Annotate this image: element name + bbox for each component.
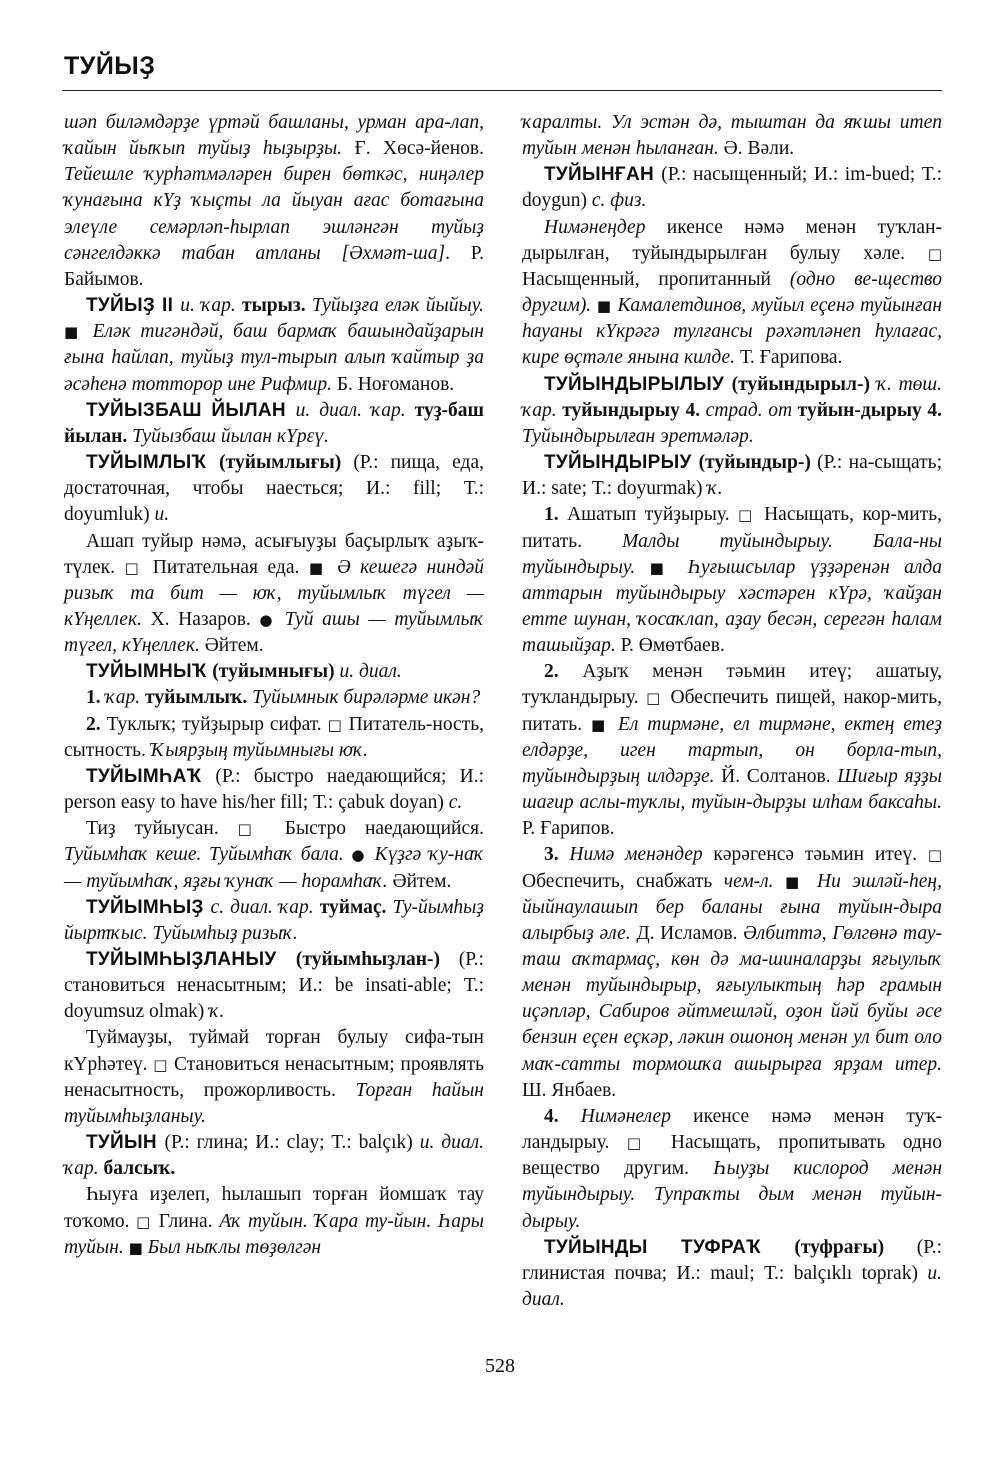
marker-glyph: ■ xyxy=(596,297,618,316)
text-run: Б. Ноғоманов. xyxy=(336,373,455,395)
text-run: Туй ашы — туйымлыҡ түгел, кҮңеллек. xyxy=(64,608,485,657)
text-run: ҡаралты. Ул эстəн дə, тыштан да яҡшы итеп туйын менəн һыланған. xyxy=(522,112,942,160)
text-run: (Р.: становиться ненасытным; И.: be insati-able; Т.: doyumsuz olmak) xyxy=(64,949,484,1023)
dictionary-paragraph xyxy=(64,450,484,528)
marker-glyph: ■ xyxy=(308,558,338,577)
text-run: (туйындыр-) xyxy=(698,452,818,474)
text-run: и. диал. xyxy=(522,1262,942,1311)
dictionary-paragraph xyxy=(522,1104,942,1235)
dictionary-paragraph xyxy=(522,659,942,842)
text-run: Əлбиттə, Гөлгөнə тау-таш аҡтармаç, көн дə ма-шиналарҙы яғыулыҡ менəн туйындырыр, яғыулыктың һəр грамын иçəплəр, Сабиров əйтмешлəй, оҙон йəй буйы əсе бензин еçен еçкəр, лəкин ошоноң менəн ул бит оло маҡ-сатты тормошҡа ашырырға ярҙам итер. xyxy=(522,922,942,1075)
text-run: Елəк тигəндəй, баш бармаҡ башындайҙарын ғына һайлап, туйыҙ тул-тырып алып ҡайтыр ҙа əсəһенə тотторор ине Рифмир. xyxy=(64,321,484,395)
text-run: Нимəнелер xyxy=(580,1105,694,1127)
right-column xyxy=(522,110,942,1313)
dictionary-paragraph xyxy=(64,816,484,894)
text-run: и. диал. xyxy=(339,661,402,683)
text-run: Һыуҙы кислород менəн туйындырыу. Тупраҡты дым менəн туйын-дырыу. xyxy=(522,1158,942,1232)
text-run: Быстро наедающийся. xyxy=(284,818,484,840)
text-run: с. диал. ҡар. xyxy=(210,896,320,918)
text-run: ҡ. xyxy=(209,1001,225,1023)
text-run: туйындырыу 4. xyxy=(562,399,706,421)
dictionary-paragraph xyxy=(64,398,484,450)
text-run: (туйындырыл-) xyxy=(731,373,877,395)
text-run: Д. Исламов. xyxy=(636,922,744,944)
dictionary-paragraph xyxy=(522,502,942,659)
marker-glyph: ■ xyxy=(128,1238,148,1257)
text-run: 2. xyxy=(544,661,583,683)
marker-glyph: □ xyxy=(626,1134,671,1153)
text-run: Тейешле ҡурһəтмəлəрен бирен бөткəс, ниңəлер ҡунағына кҮҙ ҡыҫты ла йыуан ағас ботағына элеүле семəрлəп-һырлап эшлəнгəн туйыҙ сəнгелдəккə табан атланы xyxy=(64,164,484,264)
text-run: Насыщать, пропитывать одно вещество другим. xyxy=(522,1132,942,1180)
text-run: Əйтем. xyxy=(204,635,264,657)
text-run: Күҙгə ҡу-наҡ — туйымһаҡ, яҙғы ҡунаҡ — һорамһаҡ. xyxy=(64,844,484,892)
marker-glyph: □ xyxy=(738,506,765,525)
text-run: Ни эшлəй-һең, йыйнаулашып бер баланы ғына туйын-дыра алырбыҙ əле. xyxy=(522,870,942,944)
text-run: Питатель-ность, сытность. xyxy=(64,713,484,761)
marker-glyph: □ xyxy=(136,1212,159,1231)
headword: ТУЙЫМҺЫҘЛАНЫУ xyxy=(86,949,296,970)
text-run: Глина. xyxy=(158,1210,220,1232)
text-run: (туйымһыҙлан-) xyxy=(295,949,459,970)
text-run: 4. xyxy=(544,1105,581,1127)
text-run: ҡ. төш. ҡар. xyxy=(522,373,942,421)
marker-glyph: □ xyxy=(327,715,349,734)
text-run: Туйымнык бирəлəрме икəн? xyxy=(252,687,481,709)
text-run: Ашап туйыр нəмə, асығыуҙы баҫырлыҡ аҙыҡ-түлек. xyxy=(64,530,484,578)
headword: ТУЙЫҘ II xyxy=(86,295,181,317)
text-run: с. xyxy=(448,792,463,814)
text-run: 3. xyxy=(544,844,570,866)
text-run: Нимə менəндер xyxy=(569,844,714,866)
marker-glyph: ■ xyxy=(64,323,93,342)
text-run: (Р.: пища, еда, достаточная, чтобы наесться; И.: fill; Т.: doyumluk) xyxy=(64,452,485,526)
text-run: Й. Солтанов. xyxy=(721,765,838,787)
text-run: кəрəгенсə тəьмин итеү. xyxy=(713,844,928,866)
text-run: (Р.: на-сыщать; И.: sate; Т.: doyurmak) xyxy=(522,452,942,500)
text-run: туйын-дырыу 4. xyxy=(797,399,942,421)
text-run: Нимəнеңдер xyxy=(544,216,667,238)
text-run: Питательная еда. xyxy=(152,556,309,578)
dictionary-paragraph xyxy=(64,293,484,398)
marker-glyph: □ xyxy=(927,846,943,865)
text-run: Ҡыярҙың туйымнығы юҡ. xyxy=(150,739,368,761)
text-run: Туйыҙға елəк йыйыу. xyxy=(311,295,484,317)
text-run: и. диал. ҡар. xyxy=(64,1132,484,1180)
text-run: Торған һайын туйымһыҙланыу. xyxy=(64,1079,484,1127)
text-run: Ел тирмəне, ел тирмəне, ектең етеҙ елдəрҙе, иген тартып, он борла-тып, туйындырҙың илдəрҙе. xyxy=(522,713,942,787)
dictionary-paragraph xyxy=(64,1182,484,1260)
marker-glyph: ■ xyxy=(784,872,818,891)
text-run: ҡ. xyxy=(707,478,723,500)
dictionary-paragraph xyxy=(64,712,484,764)
text-run: Был ныҡлы төҙөлгəн xyxy=(147,1236,322,1258)
text-run: Ə кешегə ниндəй ризыҡ та бит — юҡ, туйымлыҡ түгел — кҮңеллек. xyxy=(64,556,484,630)
page-number: 528 xyxy=(485,1355,515,1377)
text-run: Малды туйындырыу. Бала-ны туйындырыу. xyxy=(522,530,942,578)
text-run: туҙ-баш йылан. xyxy=(64,399,484,447)
dictionary-paragraph xyxy=(522,842,942,1104)
dictionary-paragraph xyxy=(522,110,942,162)
text-run: Ш. Янбаев. xyxy=(522,1079,617,1101)
text-run: икенсе нəмə менəн туҡ-ландырыу. xyxy=(522,1105,943,1154)
headword: ТУЙЫНДЫРЫЛЫУ xyxy=(544,373,732,395)
dictionary-paragraph xyxy=(64,685,484,711)
text-run: Обеспечить пищей, накор-мить, питать. xyxy=(522,687,942,735)
text-run: Р. Ғарипов. xyxy=(522,818,615,840)
headword: ТУЙЫМНЫҠ xyxy=(86,661,213,683)
marker-glyph: ■ xyxy=(590,715,618,734)
text-run: Шиғыр яҙҙы шағир аслы-туҡлы, туйын-дырҙы илһам баксаһы. xyxy=(522,765,942,814)
text-run: икенсе нəмə менəн туҡлан-дырылған, туйындырылған булыу хəле. xyxy=(522,216,942,264)
dictionary-paragraph xyxy=(64,1130,484,1182)
marker-glyph: □ xyxy=(927,244,942,263)
marker-glyph: □ xyxy=(646,689,671,708)
text-run: Насыщать, кор-мить, питать. xyxy=(522,504,942,552)
text-run: Туйындырылған эретмəлəр. xyxy=(522,425,754,447)
text-run: (туфрағы) xyxy=(794,1236,917,1258)
text-run: Аҡ туйын. Ҡара ту-йын. Һары туйын. xyxy=(64,1210,484,1258)
text-run: Становиться ненасытным; проявлять ненасытность, прожорливость. xyxy=(64,1053,484,1101)
text-run: Аҙыҡ менəн тəьмин итеү; ашатыу, туҡландырыу. xyxy=(522,661,943,709)
text-run: [Əхмəт-ша] xyxy=(341,242,446,264)
dictionary-paragraph xyxy=(522,372,942,450)
headword: ТУЙЫНҒАН xyxy=(544,164,662,186)
text-run: страд. от xyxy=(705,399,798,421)
text-run: и. xyxy=(154,504,170,526)
headword: ТУЙЫМЛЫҠ xyxy=(86,452,220,474)
text-run: (Р.: насыщенный; И.: im-bued; Т.: doygun) xyxy=(522,164,942,212)
text-run: Туймауҙы, туймай торған булыу сифа-тын кҮрһəтеү. xyxy=(64,1027,484,1075)
text-run: Ту-йымһыҙ йыртҡыс. Туйымһыҙ ризыҡ. xyxy=(64,896,484,944)
headword: ТУЙЫМҺЫҘ xyxy=(86,896,211,918)
dictionary-paragraph xyxy=(64,1025,484,1130)
text-run: Тиҙ туйыусан. xyxy=(86,818,238,840)
dictionary-paragraph xyxy=(64,529,484,660)
marker-glyph: □ xyxy=(237,820,285,839)
dictionary-paragraph xyxy=(522,162,942,214)
headword: ТУЙЫН xyxy=(86,1132,165,1154)
text-run: . Р. Байымов. xyxy=(64,242,484,290)
header-rule xyxy=(62,90,942,91)
marker-glyph: ● xyxy=(259,610,285,629)
text-run: ҡар. xyxy=(105,687,146,709)
dictionary-paragraph xyxy=(64,895,484,947)
text-run: Һуғышсылар үҙҙəренəн алда аттарын туйындырыу хəстəрен кҮрə, ҡайҙан етте шунан, ҡосаҡлап, аҙау бесəн, серегəн һалам ташыйҙар. xyxy=(522,556,942,657)
headword: ТУЙЫНДЫ ТУФРАҠ xyxy=(544,1236,795,1258)
text-run: (одно ве-щество другим). xyxy=(522,268,943,317)
headword: ТУЙЫНДЫРЫУ xyxy=(544,452,699,474)
left-column xyxy=(64,110,484,1261)
dictionary-paragraph xyxy=(522,1235,942,1313)
text-run: Туйымһаҡ кеше. Туйымһаҡ бала. xyxy=(64,844,352,866)
text-run: балсыҡ. xyxy=(103,1158,176,1180)
text-run: с. физ. xyxy=(591,190,647,212)
text-run: Ашатып туйҙырыу. xyxy=(567,504,739,526)
dictionary-paragraph xyxy=(64,764,484,816)
text-run: Камалетдинов, муйыл еçенə туйынған һауаны кҮкрəгə тулғансы рəхəтлəнеп һулағас, кире өçтəле янына килде. xyxy=(522,295,942,369)
text-run: 2. xyxy=(86,713,107,735)
marker-glyph: □ xyxy=(153,1055,175,1074)
marker-glyph: ■ xyxy=(649,558,688,577)
text-run: и. ҡар. xyxy=(180,295,242,317)
dictionary-paragraph xyxy=(64,110,484,293)
text-run: 1. xyxy=(86,687,106,709)
text-run: Ə. Вəли. xyxy=(723,138,795,160)
text-run: туймаç. xyxy=(319,896,393,918)
text-run: и. диал. ҡар. xyxy=(295,399,415,421)
text-run: (Р.: быстро наедающийся; И.: person easy to have his/her fill; Т.: çabuk doyan) xyxy=(64,765,484,814)
text-run: шəп биләмдəрҙе үртəй башланы, урман ара-лап, ҡайын йыҡып туйыҙ һыҙырҙы. xyxy=(64,112,484,160)
text-run: Р. Өмөтбаев. xyxy=(620,635,725,657)
marker-glyph: □ xyxy=(124,558,153,577)
text-run: чем-л. xyxy=(723,870,785,892)
text-run: (туйымлығы) xyxy=(219,452,354,474)
text-run: Ғ. Хөсә-йенов. xyxy=(354,138,484,160)
text-run: Һыуға иҙелеп, һылашып торған йомшаҡ тау тоҡомо. xyxy=(64,1184,484,1232)
dictionary-paragraph xyxy=(522,450,942,502)
text-run: Обеспечить, снабжать xyxy=(522,870,724,892)
text-run: Əйтем. xyxy=(392,870,452,892)
dictionary-paragraph xyxy=(64,659,484,685)
marker-glyph: ● xyxy=(351,846,375,865)
text-run: туйымлыҡ. xyxy=(145,687,253,709)
text-run: Туклыҡ; туйҙырыр сифат. xyxy=(106,713,328,735)
text-run: Насыщенный, пропитанный xyxy=(522,268,790,290)
text-run: Туйызбаш йылан кҮрεү. xyxy=(132,425,329,447)
headword: ТУЙЫЗБАШ ЙЫЛАН xyxy=(86,399,296,421)
text-run: тырыз. xyxy=(242,295,312,317)
text-run: (Р.: глина; И.: clay; Т.: balçık) xyxy=(164,1132,420,1154)
text-run: Т. Ғарипова. xyxy=(739,347,843,369)
running-head: ТУЙЫҘ xyxy=(64,52,156,80)
dictionary-paragraph xyxy=(64,947,484,1025)
headword: ТУЙЫМҺАҠ xyxy=(86,765,216,787)
text-run: 1. xyxy=(544,504,568,526)
text-run: (Р.: глинистая почва; И.: maul; Т.: balçıklı toprak) xyxy=(522,1236,942,1284)
dictionary-paragraph xyxy=(522,215,942,372)
text-run: Х. Назаров. xyxy=(150,608,260,630)
text-run: (туйымнығы) xyxy=(212,661,340,683)
